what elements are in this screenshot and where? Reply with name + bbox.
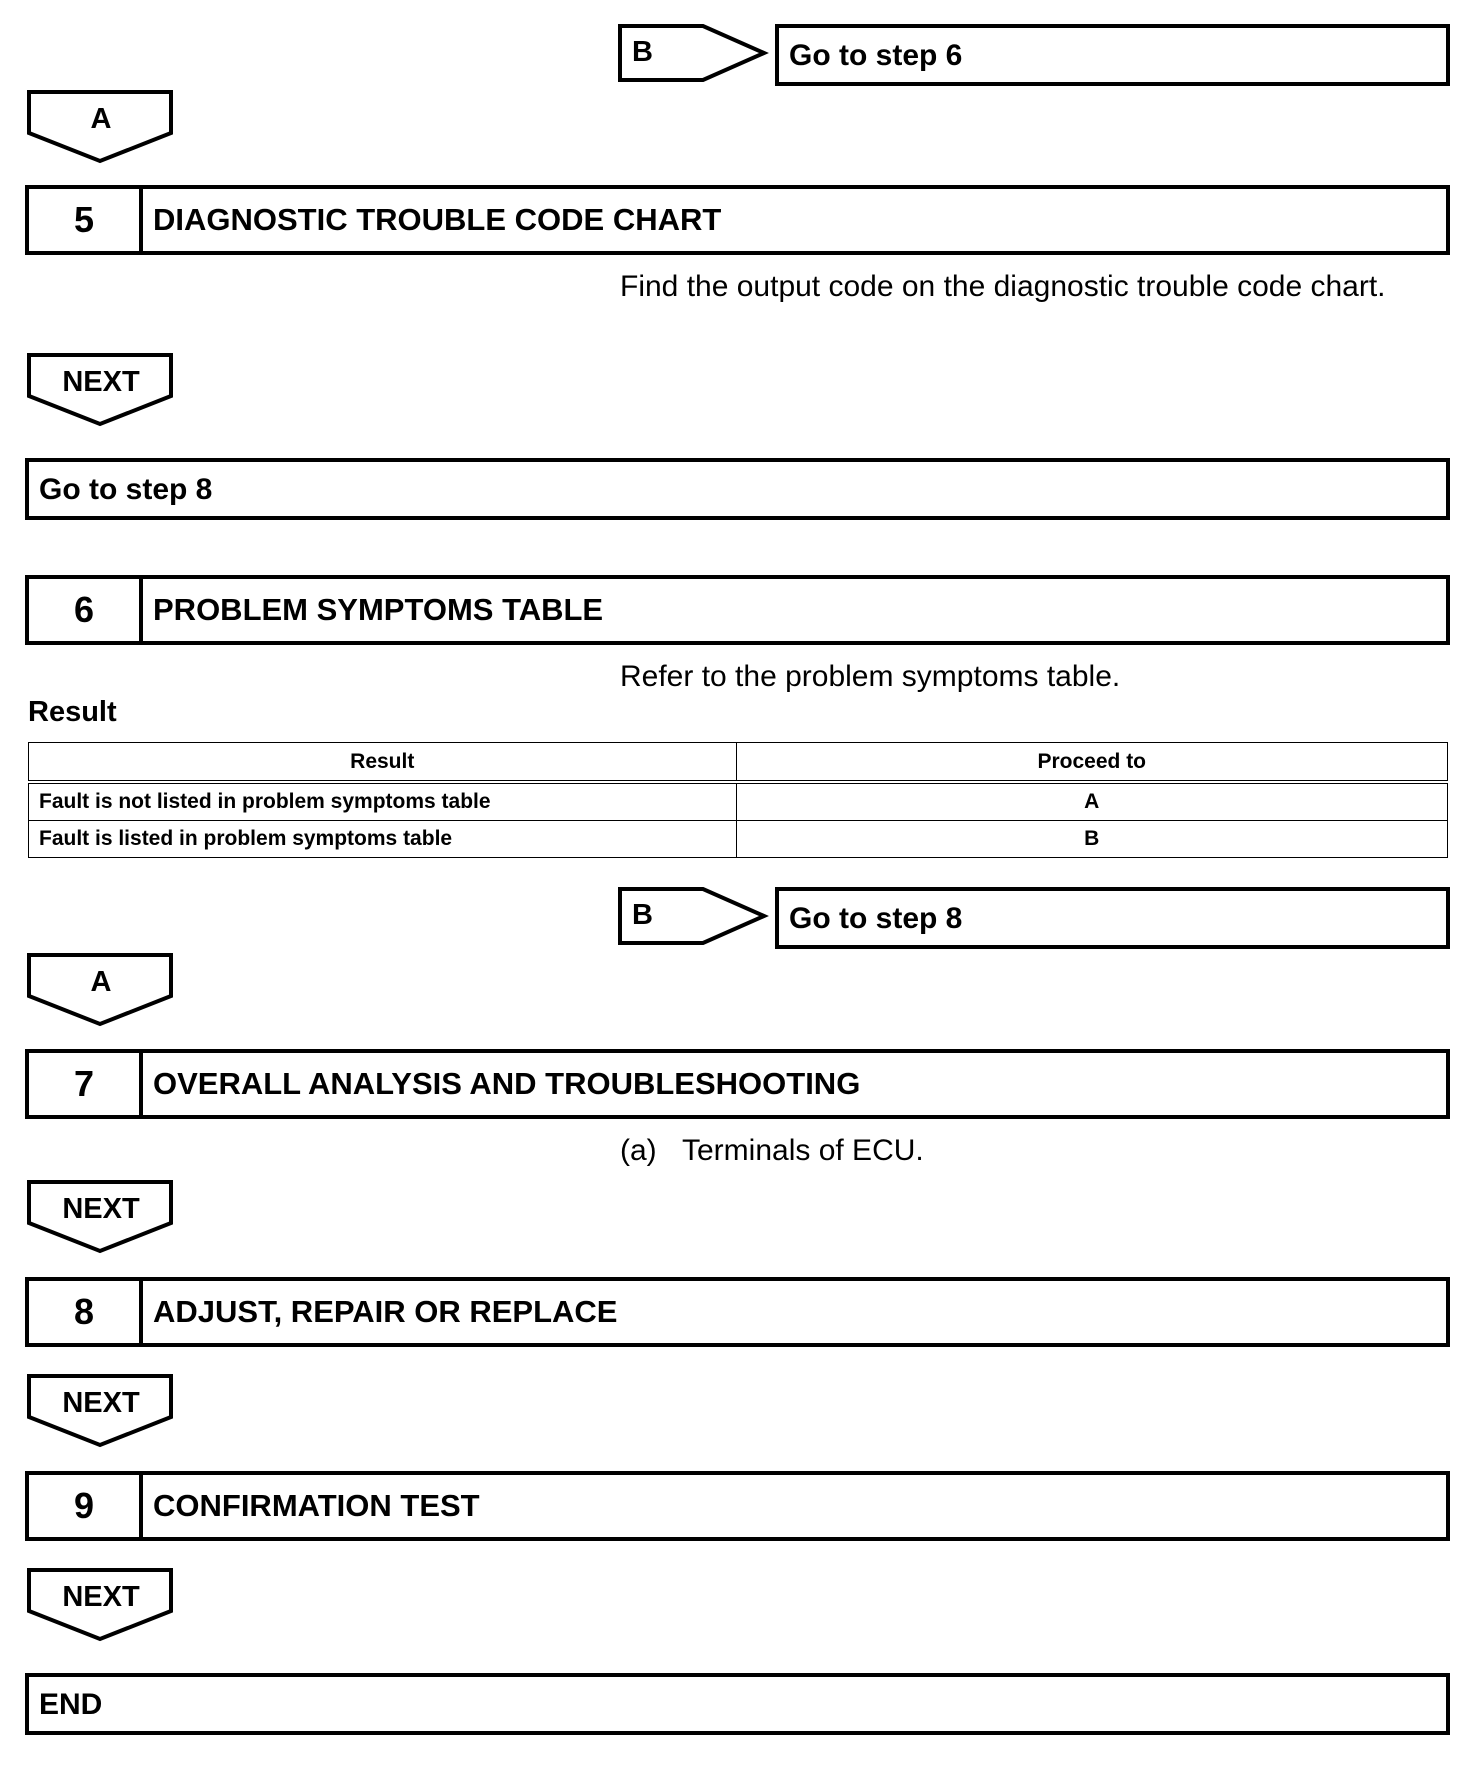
go-to-step-6-box[interactable] xyxy=(775,24,1450,86)
end-label: END xyxy=(39,1688,103,1721)
next-label-3: NEXT xyxy=(62,1387,140,1419)
end-box xyxy=(25,1673,1450,1735)
go-to-step-8-box-1[interactable] xyxy=(25,458,1450,520)
step-8-title: ADJUST, REPAIR OR REPLACE xyxy=(153,1294,618,1329)
step-9-number: 9 xyxy=(29,1475,143,1537)
table-cell-result: Fault is not listed in problem symptoms table xyxy=(29,782,737,821)
step-7-title: OVERALL ANALYSIS AND TROUBLESHOOTING xyxy=(153,1066,861,1101)
result-table-header-row xyxy=(29,743,1448,783)
result-table xyxy=(28,742,1448,858)
step-5-number: 5 xyxy=(29,189,143,251)
step-7-instruction: Terminals of ECU. xyxy=(682,1134,924,1167)
step-9-title: CONFIRMATION TEST xyxy=(153,1488,480,1523)
step-8-number: 8 xyxy=(29,1281,143,1343)
table-cell-proceed: B xyxy=(736,821,1448,858)
step-6-instruction: Refer to the problem symptoms table. xyxy=(620,660,1121,693)
next-label-4: NEXT xyxy=(62,1581,140,1613)
result-table-header-result: Result xyxy=(29,743,737,783)
step-8-header xyxy=(25,1277,1450,1347)
next-label-2: NEXT xyxy=(62,1193,140,1225)
branch-b-label: B xyxy=(632,36,653,68)
result-heading: Result xyxy=(28,696,117,728)
table-cell-proceed: A xyxy=(736,782,1448,821)
branch-b-label-2: B xyxy=(632,899,653,931)
table-row xyxy=(29,821,1448,858)
go-to-step-8-box-2[interactable] xyxy=(775,887,1450,949)
step-5-instruction: Find the output code on the diagnostic trouble code chart. xyxy=(620,270,1386,303)
step-6-header xyxy=(25,575,1450,645)
go-to-step-8-label-1: Go to step 8 xyxy=(39,473,213,506)
step-7-instruction-marker: (a) xyxy=(620,1134,657,1167)
result-table-header-proceed: Proceed to xyxy=(736,743,1448,783)
step-6-number: 6 xyxy=(29,579,143,641)
step-6-title: PROBLEM SYMPTOMS TABLE xyxy=(153,592,604,627)
go-to-step-8-label-2: Go to step 8 xyxy=(789,902,963,935)
step-7-header xyxy=(25,1049,1450,1119)
step-7-number: 7 xyxy=(29,1053,143,1115)
branch-a-label-2: A xyxy=(90,966,112,998)
branch-a-label: A xyxy=(90,103,112,135)
go-to-step-6-label: Go to step 6 xyxy=(789,39,963,72)
table-row xyxy=(29,782,1448,821)
step-9-header xyxy=(25,1471,1450,1541)
table-cell-result: Fault is listed in problem symptoms table xyxy=(29,821,737,858)
next-label-1: NEXT xyxy=(62,366,140,398)
step-5-header xyxy=(25,185,1450,255)
step-5-title: DIAGNOSTIC TROUBLE CODE CHART xyxy=(153,202,722,237)
